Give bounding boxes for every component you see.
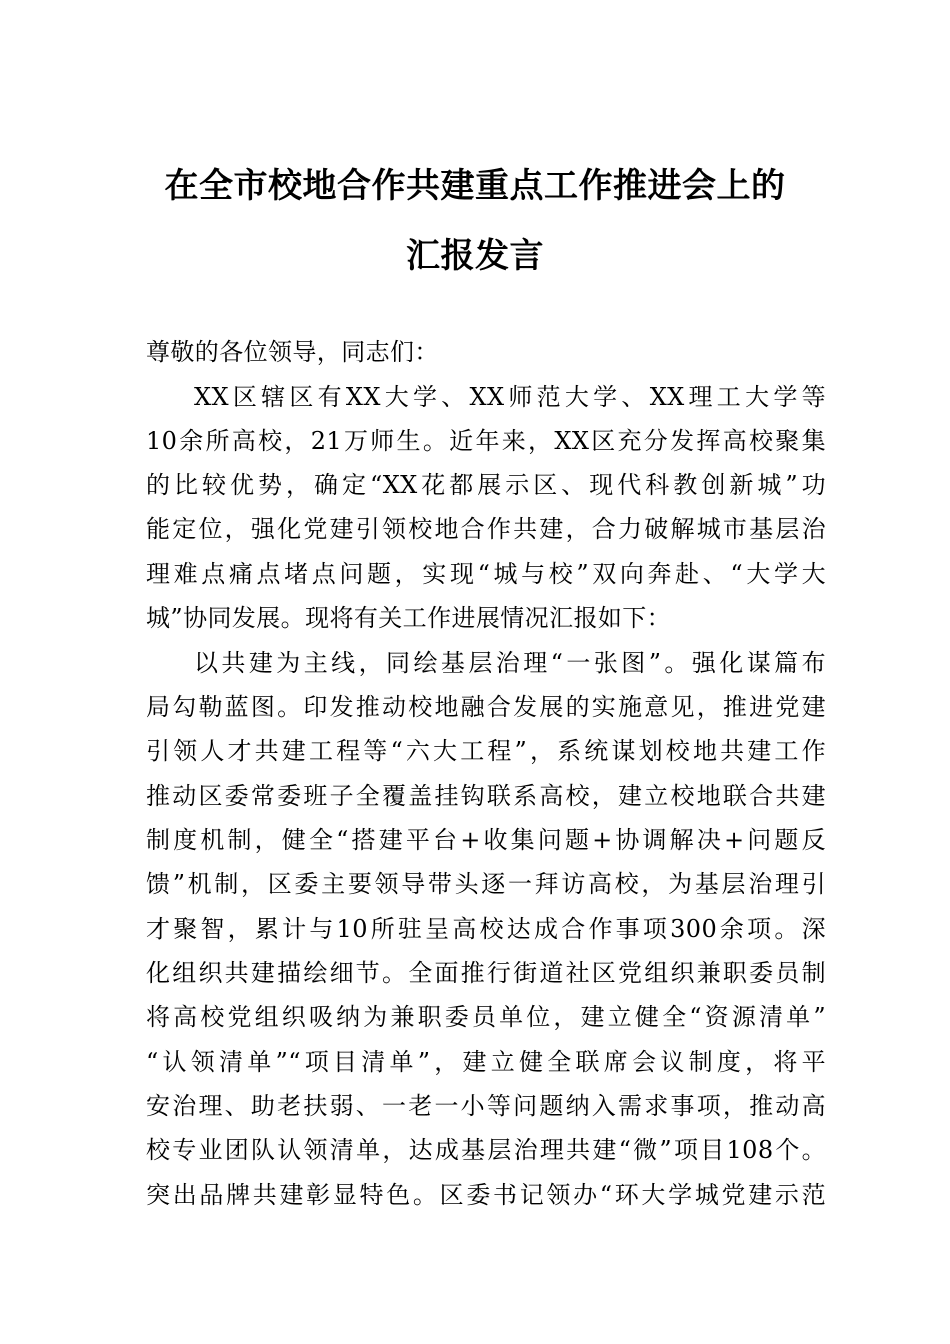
paragraph-line: 能定位，强化党建引领校地合作共建，合力破解城市基层治 <box>146 515 826 543</box>
paragraph-line: 制度机制，健全“搭建平台+收集问题+协调解决+问题反 <box>146 826 826 854</box>
paragraph-line: “认领清单”“项目清单”，建立健全联席会议制度，将平 <box>146 1048 826 1076</box>
paragraph-line: 突出品牌共建彰显特色。区委书记领办“环大学城党建示范 <box>146 1181 826 1209</box>
paragraph-line: 城”协同发展。现将有关工作进展情况汇报如下： <box>146 604 672 632</box>
paragraph-line: 理难点痛点堵点问题，实现“城与校”双向奔赴、“大学大 <box>146 560 826 588</box>
paragraph-line: XX区辖区有XX大学、XX师范大学、XX理工大学等 <box>194 383 826 411</box>
paragraph-line: 将高校党组织吸纳为兼职委员单位，建立健全“资源清单” <box>146 1003 826 1031</box>
paragraph-line: 安治理、助老扶弱、一老一小等问题纳入需求事项，推动高 <box>146 1092 826 1120</box>
paragraph-line: 才聚智，累计与10所驻呈高校达成合作事项300余项。深 <box>146 915 826 943</box>
paragraph-line: 局勾勒蓝图。印发推动校地融合发展的实施意见，推进党建 <box>146 693 826 721</box>
paragraph-line: 馈”机制，区委主要领导带头逐一拜访高校，为基层治理引 <box>146 870 826 898</box>
paragraph-line: 校专业团队认领清单，达成基层治理共建“微”项目108个。 <box>146 1136 826 1164</box>
paragraph-line: 化组织共建描绘细节。全面推行街道社区党组织兼职委员制 <box>146 959 826 987</box>
document-title-line-1: 在全市校地合作共建重点工作推进会上的 <box>164 166 786 206</box>
paragraph-line: 推动区委常委班子全覆盖挂钩联系高校，建立校地联合共建 <box>146 782 826 810</box>
paragraph-line: 引领人才共建工程等“六大工程”，系统谋划校地共建工作 <box>146 737 826 765</box>
document-title-line-2: 汇报发言 <box>406 236 544 276</box>
paragraph-line: 以共建为主线，同绘基层治理“一张图”。强化谋篇布 <box>194 649 826 677</box>
paragraph-line: 10余所高校，21万师生。近年来，XX区充分发挥高校聚集 <box>146 427 826 455</box>
paragraph-line: 的比较优势，确定“XX花都展示区、现代科教创新城”功 <box>146 471 826 499</box>
salutation: 尊敬的各位领导，同志们： <box>146 338 439 366</box>
